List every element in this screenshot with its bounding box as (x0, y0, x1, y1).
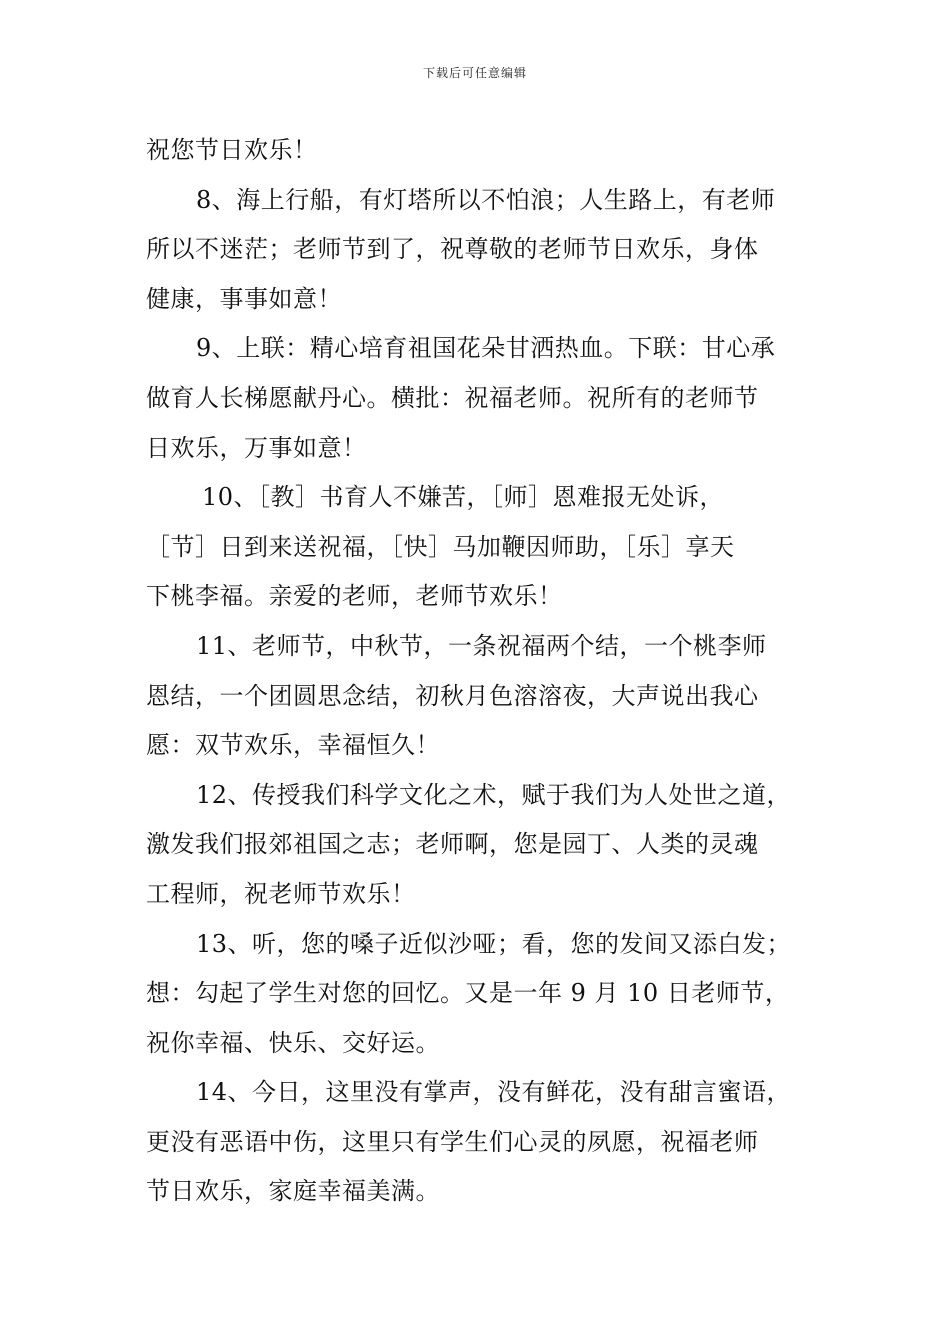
text-line: 做育人长梯愿献丹心。横批：祝福老师。祝所有的老师节 (146, 383, 759, 412)
text-line: 所以不迷茫；老师节到了，祝尊敬的老师节日欢乐，身体 (146, 235, 759, 264)
paragraph-line: 13、听，您的嗓子近似沙哑；看，您的发间又添白发； (196, 929, 792, 958)
paragraph-line: 10、［教］书育人不嫌苦，［师］恩难报无处诉， (202, 483, 725, 512)
paragraph-line: 14、今日，这里没有掌声，没有鲜花，没有甜言蜜语， (196, 1078, 792, 1107)
text-line: 激发我们报郊祖国之志；老师啊，您是园丁、人类的灵魂 (146, 830, 759, 859)
text-line: 祝你幸福、快乐、交好运。 (146, 1028, 440, 1057)
text-line: 想：勾起了学生对您的回忆。又是一年 9 月 10 日老师节， (146, 979, 790, 1008)
paragraph-line: 9、上联：精心培育祖国花朵甘洒热血。下联：甘心承 (196, 334, 776, 363)
paragraph-line: 8、海上行船，有灯塔所以不怕浪；人生路上，有老师 (196, 185, 776, 214)
text-line: 健康，事事如意！ (146, 284, 342, 313)
text-line: 恩结，一个团圆思念结，初秋月色溶溶夜，大声说出我心 (146, 681, 759, 710)
paragraph-line: 12、传授我们科学文化之术，赋于我们为人处世之道， (196, 780, 792, 809)
text-line: 日欢乐，万事如意！ (146, 433, 367, 462)
text-line: 工程师，祝老师节欢乐！ (146, 879, 416, 908)
text-line: 愿：双节欢乐，幸福恒久！ (146, 731, 440, 760)
text-line: 下桃李福。亲爱的老师，老师节欢乐！ (146, 582, 563, 611)
text-line: ［节］日到来送祝福，［快］马加鞭因师助，［乐］享天 (146, 532, 735, 561)
page-header: 下载后可任意编辑 (422, 66, 527, 80)
text-line: 祝您节日欢乐！ (146, 136, 318, 164)
document-body (146, 126, 822, 1217)
text-line: 节日欢乐，家庭幸福美满。 (146, 1177, 440, 1206)
text-line: 更没有恶语中伤，这里只有学生们心灵的夙愿，祝福老师 (146, 1127, 759, 1156)
paragraph-line: 11、老师节，中秋节，一条祝福两个结，一个桃李师 (196, 631, 767, 660)
